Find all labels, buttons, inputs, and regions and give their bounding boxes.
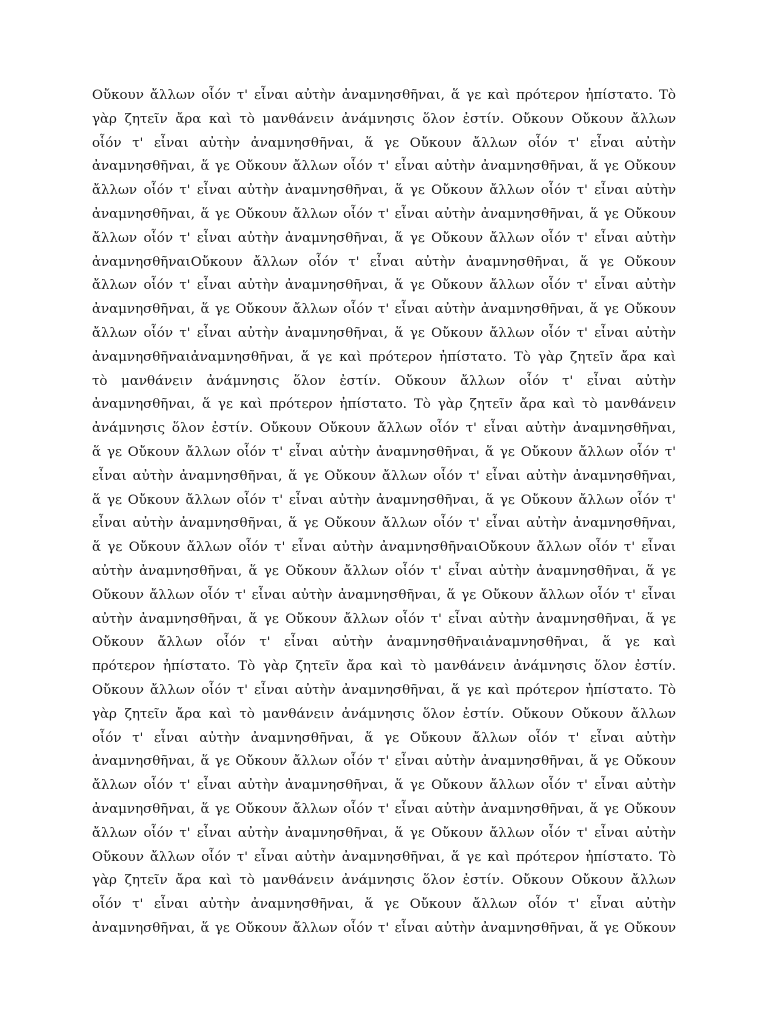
text-line: ἅ γε Οὔκουν ἄλλων οἷόν τ' εἶναι αὐτὴν ἀναμνησθῆναι, ἅ γε Οὔκουν ἄλλων οἷόν τ': [92, 492, 676, 508]
text-line: ἀναμνησθῆναι, ἅ γε Οὔκουν ἄλλων οἷόν τ' εἶναι αὐτὴν ἀναμνησθῆναι, ἅ γε Οὔκουν: [92, 754, 676, 770]
text-line: γὰρ ζητεῖν ἄρα καὶ τὸ μανθάνειν ἀνάμνησις ὅλον ἐστίν. Οὔκουν Οὔκουν ἄλλων: [92, 706, 676, 722]
text-line: οἷόν τ' εἶναι αὐτὴν ἀναμνησθῆναι, ἅ γε Οὔκουν ἄλλων οἷόν τ' εἶναι αὐτὴν: [92, 897, 676, 913]
text-line: ἀναμνησθῆναι, ἅ γε Οὔκουν ἄλλων οἷόν τ' εἶναι αὐτὴν ἀναμνησθῆναι, ἅ γε Οὔκουν: [92, 302, 676, 318]
text-line: οἷόν τ' εἶναι αὐτὴν ἀναμνησθῆναι, ἅ γε Οὔκουν ἄλλων οἷόν τ' εἶναι αὐτὴν: [92, 730, 676, 746]
text-line: ἄλλων οἷόν τ' εἶναι αὐτὴν ἀναμνησθῆναι, ἅ γε Οὔκουν ἄλλων οἷόν τ' εἶναι αὐτὴν: [92, 825, 676, 841]
text-line: τὸ μανθάνειν ἀνάμνησις ὅλον ἐστίν. Οὔκουν ἄλλων οἷόν τ' εἶναι αὐτὴν: [92, 373, 676, 389]
body-text: [92, 84, 676, 941]
text-line: ἄλλων οἷόν τ' εἶναι αὐτὴν ἀναμνησθῆναι, ἅ γε Οὔκουν ἄλλων οἷόν τ' εἶναι αὐτὴν: [92, 230, 676, 246]
text-line: ἅ γε Οὔκουν ἄλλων οἷόν τ' εἶναι αὐτὴν ἀναμνησθῆναι, ἅ γε Οὔκουν ἄλλων οἷόν τ': [92, 444, 676, 460]
text-line: Οὔκουν ἄλλων οἷόν τ' εἶναι αὐτὴν ἀναμνησθῆναι, ἅ γε καὶ πρότερον ἠπίστατο. Τὸ: [92, 682, 676, 698]
text-line: αὐτὴν ἀναμνησθῆναι, ἅ γε Οὔκουν ἄλλων οἷόν τ' εἶναι αὐτὴν ἀναμνησθῆναι, ἅ γε: [92, 611, 676, 627]
text-line: γὰρ ζητεῖν ἄρα καὶ τὸ μανθάνειν ἀνάμνησις ὅλον ἐστίν. Οὔκουν Οὔκουν ἄλλων: [92, 111, 676, 127]
text-line: γὰρ ζητεῖν ἄρα καὶ τὸ μανθάνειν ἀνάμνησις ὅλον ἐστίν. Οὔκουν Οὔκουν ἄλλων: [92, 873, 676, 889]
text-line: ἄλλων οἷόν τ' εἶναι αὐτὴν ἀναμνησθῆναι, ἅ γε Οὔκουν ἄλλων οἷόν τ' εἶναι αὐτὴν: [92, 325, 676, 341]
text-line: εἶναι αὐτὴν ἀναμνησθῆναι, ἅ γε Οὔκουν ἄλλων οἷόν τ' εἶναι αὐτὴν ἀναμνησθῆναι,: [92, 468, 676, 484]
text-line: ἀναμνησθῆναιΟὔκουν ἄλλων οἷόν τ' εἶναι αὐτὴν ἀναμνησθῆναι, ἅ γε Οὔκουν: [92, 254, 676, 270]
text-line: αὐτὴν ἀναμνησθῆναι, ἅ γε Οὔκουν ἄλλων οἷόν τ' εἶναι αὐτὴν ἀναμνησθῆναι, ἅ γε: [92, 563, 676, 579]
text-line: ἅ γε Οὔκουν ἄλλων οἷόν τ' εἶναι αὐτὴν ἀναμνησθῆναιΟὔκουν ἄλλων οἷόν τ' εἶναι: [92, 540, 676, 556]
text-line: ἀναμνησθῆναι, ἅ γε Οὔκουν ἄλλων οἷόν τ' εἶναι αὐτὴν ἀναμνησθῆναι, ἅ γε Οὔκουν: [92, 159, 676, 175]
text-line: οἷόν τ' εἶναι αὐτὴν ἀναμνησθῆναι, ἅ γε Οὔκουν ἄλλων οἷόν τ' εἶναι αὐτὴν: [92, 135, 676, 151]
text-line: ἄλλων οἷόν τ' εἶναι αὐτὴν ἀναμνησθῆναι, ἅ γε Οὔκουν ἄλλων οἷόν τ' εἶναι αὐτὴν: [92, 778, 676, 794]
text-line: Οὔκουν ἄλλων οἷόν τ' εἶναι αὐτὴν ἀναμνησθῆναιἀναμνησθῆναι, ἅ γε καὶ: [92, 635, 676, 651]
text-line: Οὔκουν ἄλλων οἷόν τ' εἶναι αὐτὴν ἀναμνησθῆναι, ἅ γε καὶ πρότερον ἠπίστατο. Τὸ: [92, 849, 676, 865]
text-line: ἀναμνησθῆναι, ἅ γε καὶ πρότερον ἠπίστατο. Τὸ γὰρ ζητεῖν ἄρα καὶ τὸ μανθάνειν: [92, 397, 676, 413]
text-line: ἀναμνησθῆναι, ἅ γε Οὔκουν ἄλλων οἷόν τ' εἶναι αὐτὴν ἀναμνησθῆναι, ἅ γε Οὔκουν: [92, 920, 676, 936]
text-line: ἀναμνησθῆναι, ἅ γε Οὔκουν ἄλλων οἷόν τ' εἶναι αὐτὴν ἀναμνησθῆναι, ἅ γε Οὔκουν: [92, 801, 676, 817]
text-line: Οὔκουν ἄλλων οἷόν τ' εἶναι αὐτὴν ἀναμνησθῆναι, ἅ γε Οὔκουν ἄλλων οἷόν τ' εἶναι: [92, 587, 676, 603]
text-line: ἄλλων οἷόν τ' εἶναι αὐτὴν ἀναμνησθῆναι, ἅ γε Οὔκουν ἄλλων οἷόν τ' εἶναι αὐτὴν: [92, 278, 676, 294]
text-line: ἄλλων οἷόν τ' εἶναι αὐτὴν ἀναμνησθῆναι, ἅ γε Οὔκουν ἄλλων οἷόν τ' εἶναι αὐτὴν: [92, 183, 676, 199]
text-line: ἀναμνησθῆναιἀναμνησθῆναι, ἅ γε καὶ πρότερον ἠπίστατο. Τὸ γὰρ ζητεῖν ἄρα καὶ: [92, 349, 676, 365]
text-line: ἀναμνησθῆναι, ἅ γε Οὔκουν ἄλλων οἷόν τ' εἶναι αὐτὴν ἀναμνησθῆναι, ἅ γε Οὔκουν: [92, 206, 676, 222]
text-line: Οὔκουν ἄλλων οἷόν τ' εἶναι αὐτὴν ἀναμνησθῆναι, ἅ γε καὶ πρότερον ἠπίστατο. Τὸ: [92, 88, 676, 103]
text-line: πρότερον ἠπίστατο. Τὸ γὰρ ζητεῖν ἄρα καὶ τὸ μανθάνειν ἀνάμνησις ὅλον ἐστίν.: [92, 659, 676, 675]
text-line: εἶναι αὐτὴν ἀναμνησθῆναι, ἅ γε Οὔκουν ἄλλων οἷόν τ' εἶναι αὐτὴν ἀναμνησθῆναι,: [92, 516, 676, 532]
text-line: ἀνάμνησις ὅλον ἐστίν. Οὔκουν Οὔκουν ἄλλων οἷόν τ' εἶναι αὐτὴν ἀναμνησθῆναι,: [92, 421, 676, 437]
